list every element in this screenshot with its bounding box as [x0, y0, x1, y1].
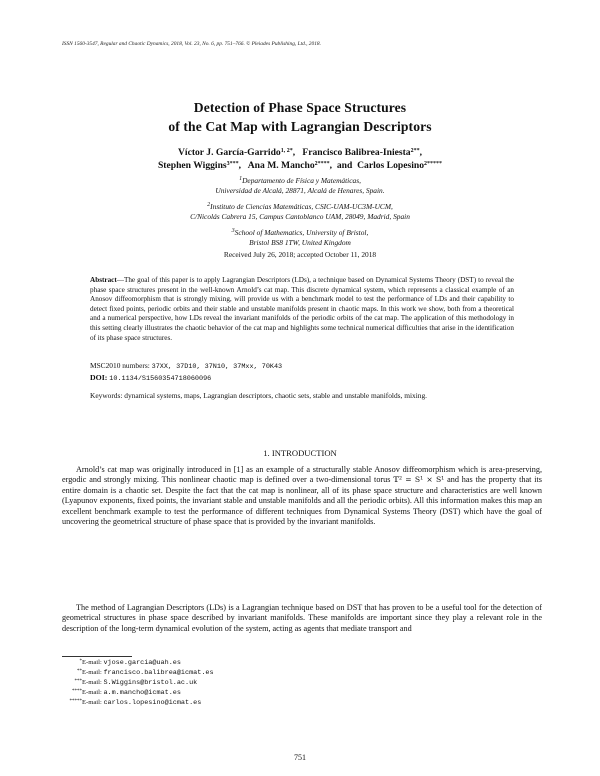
- doi-link[interactable]: 10.1134/S1560354718060096: [109, 375, 212, 383]
- torus-formula: 𝕋² = S¹ × S¹: [393, 475, 445, 485]
- and-word: and: [336, 160, 353, 171]
- affil-sup: 3: [231, 228, 235, 234]
- author-sup: 1, 2*: [280, 148, 293, 154]
- affiliation-2-line-2: C/Nicolás Cabrera 15, Campus Cantoblanco UAM, 28049, Madrid, Spain: [190, 212, 410, 221]
- author-sup: 2****: [314, 161, 330, 167]
- email-link[interactable]: carlos.lopesino@icmat.es: [103, 699, 202, 707]
- footnote-4: [52, 689, 181, 697]
- affiliation-3-line-1: [0, 228, 600, 237]
- footnote-1: [52, 659, 181, 667]
- affiliation-2-line-1: [0, 202, 600, 211]
- abstract: [90, 276, 514, 343]
- abstract-text: —The goal of this paper is to apply Lagrangian Descriptors (LDs), a technique based on Dynamical Systems Theory (DST) to reveal the phase space structures present in the well-known Arnold’s cat map. This discrete dynamical system, which represents a classical example of an Anosov diffeomorphism that is strongly mixing, will provide us with a benchmark model to test the performance of LDs and their capability to detect fixed points, periodic orbits and their stable and unstable manifolds present in chaotic maps. In this work we show, both from a theoretical and a numerical perspective, how LDs reveal the invariant manifolds of the periodic orbits of the cat map. The application of this methodology in this setting clearly illustrates the chaotic behavior of the cat map and highlights some technical numerical difficulties that arise in the identification of its phase space structures.: [90, 276, 514, 342]
- footnote-label: E-mail:: [82, 659, 104, 666]
- author-name: Ana M. Mancho: [247, 160, 315, 171]
- footnote-label: E-mail:: [82, 669, 104, 676]
- affil-sup: 1: [239, 176, 243, 182]
- keywords: Keywords: dynamical systems, maps, Lagrangian descriptors, chaotic sets, stable and unstable manifolds, mixing.: [90, 391, 428, 400]
- author-sup: 3***: [226, 161, 239, 167]
- paragraph-text: Arnold’s cat map was originally introduced in [1] as an example of a structurally stable Anosov diffeomorphism which is area-preserving, ergodic and strongly mixing. This nonlinear chaotic map is defined over a two-dimensional torus: [62, 465, 542, 485]
- affil-text: School of Mathematics, University of Bristol,: [234, 228, 369, 237]
- footnote-3: [52, 679, 197, 687]
- author-name: Carlos Lopesino: [357, 160, 425, 171]
- footnote-mark: **: [77, 669, 82, 674]
- footnote-label: E-mail:: [82, 689, 104, 696]
- paper-title-line-1: Detection of Phase Space Structures: [193, 100, 407, 115]
- footnote-label: E-mail:: [82, 699, 104, 706]
- affiliation-1-line-1: [0, 176, 600, 185]
- footnote-mark: ****: [72, 689, 82, 694]
- author-sup: 2**: [410, 148, 420, 154]
- email-link[interactable]: S.Wiggins@bristol.ac.uk: [103, 679, 198, 687]
- author-sup: 2*****: [424, 161, 443, 167]
- msc-numbers: [90, 361, 282, 371]
- affil-sup: 2: [207, 202, 211, 208]
- paper-title-line-2: of the Cat Map with Lagrangian Descriptors: [168, 119, 432, 134]
- footnote-mark: *****: [69, 699, 82, 704]
- abstract-label: Abstract: [90, 276, 117, 284]
- affiliation-3-line-2: Bristol BS8 1TW, United Kingdom: [249, 238, 351, 247]
- footnote-mark: ***: [74, 679, 82, 684]
- journal-header: ISSN 1560-3547, Regular and Chaotic Dynamics, 2018, Vol. 23, No. 6, pp. 751–766. © Pleiades Publishing, Ltd., 2018.: [62, 41, 321, 47]
- footnote-5: [52, 699, 201, 707]
- author-name: Francisco Balibrea-Iniesta: [302, 147, 411, 158]
- received-dates: Received July 26, 2018; accepted October 11, 2018: [223, 250, 377, 259]
- email-link[interactable]: vjose.garcia@uah.es: [103, 659, 181, 667]
- affiliation-1-line-2: Universidad de Alcalá, 28871, Alcalá de Henares, Spain.: [215, 186, 385, 195]
- doi: [90, 373, 211, 383]
- affil-text: Instituto de Ciencias Matemáticas, CSIC-UAM-UC3M-UCM,: [210, 202, 393, 211]
- msc-label: MSC2010 numbers:: [90, 361, 150, 370]
- email-link[interactable]: a.m.mancho@icmat.es: [103, 689, 181, 697]
- msc-codes: 37XX, 37D10, 37N10, 37Mxx, 70K43: [151, 363, 283, 371]
- author-name: Víctor J. García-Garrido: [177, 147, 281, 158]
- section-heading-introduction: 1. INTRODUCTION: [263, 448, 337, 458]
- paragraph-2: The method of Lagrangian Descriptors (LDs) is a Lagrangian technique based on DST that has proven to be a useful tool for the detection of geometrical structures in phase space described by invariant manifolds. These manifolds are important since they play a relevant role in the description of the long-term dynamical evolution of the system, acting as agents that mediate transport and: [62, 603, 542, 633]
- email-link[interactable]: francisco.balibrea@icmat.es: [103, 669, 214, 677]
- page-number: 751: [294, 753, 306, 762]
- authors-line-2: Stephen Wiggins$^{3***}$, Ana M. Mancho$^{2****}$, and Carlos Lopesino$^{2*****}$: [157, 160, 443, 171]
- paragraph-text: and has the property that its entire domain is a chaotic set. Despite the fact that the cat map is nonlinear, all of its phase space structure and characteristics are well known (Lyapunov exponents, fixed points, the invariant stable and unstable manifolds and all the periodic orbits). All this information makes this map an excellent benchmark example to test the performance of different techniques from Dynamical Systems Theory (DST) which have the goal of uncovering the geometrical structure of phase space that is provided by the invariant manifolds.: [62, 475, 542, 527]
- footnote-mark: *: [79, 659, 82, 664]
- footnote-divider: [62, 656, 132, 657]
- doi-label: DOI:: [90, 373, 108, 382]
- paragraph-1: [62, 465, 542, 528]
- footnote-label: E-mail:: [82, 679, 104, 686]
- author-name: Stephen Wiggins: [157, 160, 227, 171]
- affil-text: Departamento de Física y Matemáticas,: [242, 176, 361, 185]
- authors-line-1: Víctor J. García-Garrido$^{1, 2*}$, Francisco Balibrea-Iniesta$^{2**}$,: [177, 147, 423, 158]
- footnote-2: [52, 669, 214, 677]
